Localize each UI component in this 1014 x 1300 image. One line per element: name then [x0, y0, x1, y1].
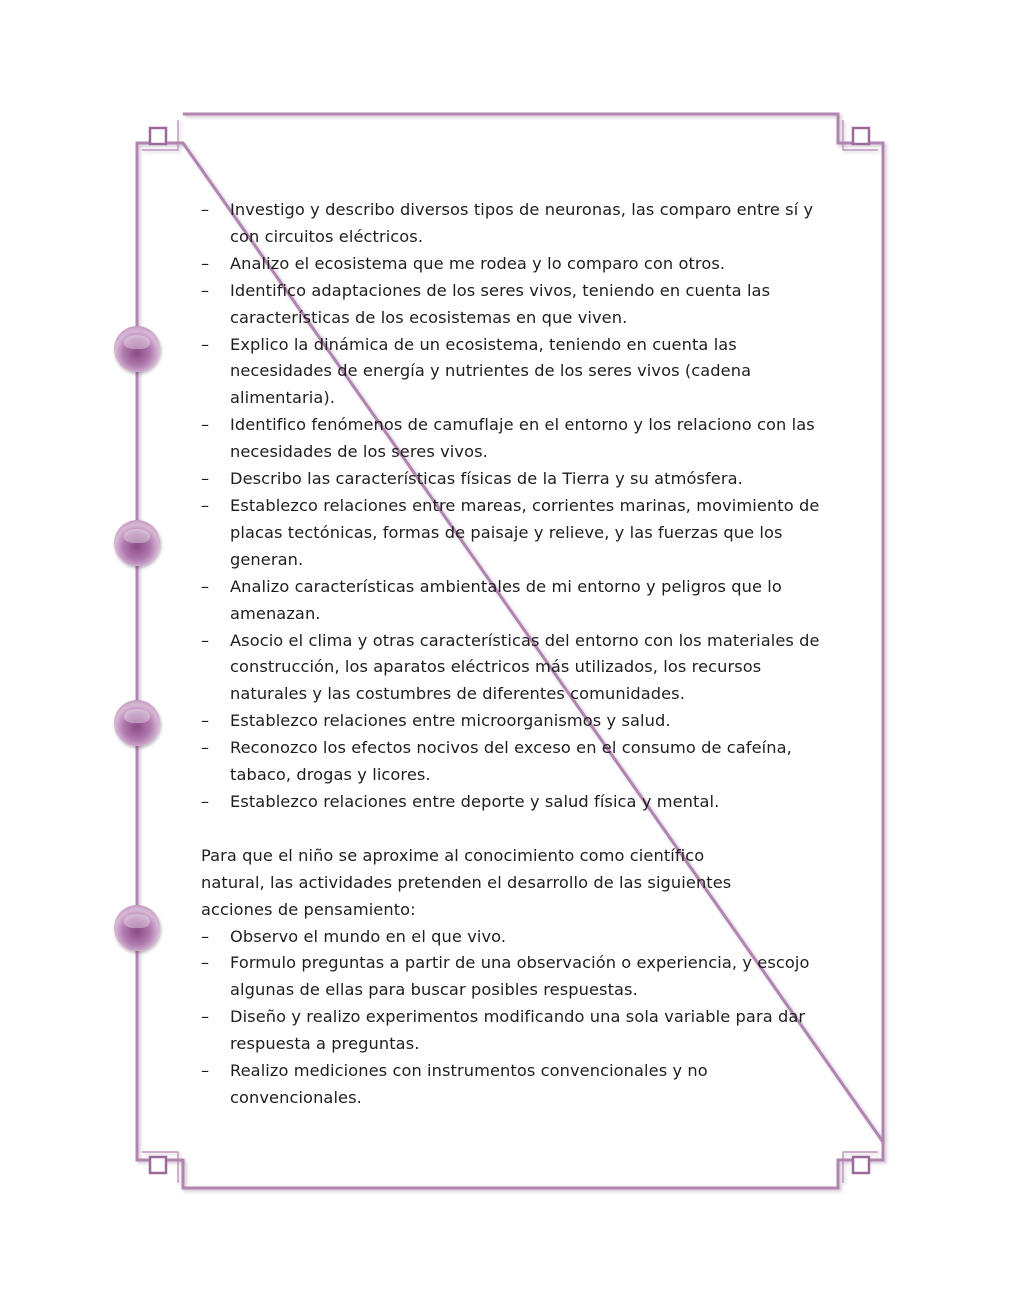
dash-bullet: – [201, 200, 210, 219]
list-item-text: Diseño y realizo experimentos modificando una sola variable para dar respuesta a preguntas. [230, 1007, 806, 1054]
list-item-text: Explico la dinámica de un ecosistema, teniendo en cuenta las necesidades de energía y nutrientes de los seres vivos (cadena alimentaria). [230, 334, 752, 408]
list-item-text: Describo las características físicas de la Tierra y su atmósfera. [230, 469, 743, 489]
list-item [201, 278, 821, 332]
dash-bullet: – [201, 253, 210, 273]
list-item [201, 251, 821, 278]
list-item [201, 1004, 821, 1058]
corner-square-bottom-left [150, 1157, 166, 1173]
binder-ring-icon [114, 520, 160, 566]
list-item-text: Establezco relaciones entre mareas, corrientes marinas, movimiento de placas tectónicas, formas de paisaje y relieve, y las fuerzas que los generan. [230, 495, 820, 569]
list-item-text: Realizo mediciones con instrumentos convencionales y no convencionales. [230, 1061, 708, 1107]
list-item [201, 574, 821, 628]
dash-bullet: – [201, 1061, 210, 1081]
binder-ring-icon [114, 905, 160, 951]
thinking-actions-list [201, 924, 821, 1112]
list-item-text: Asocio el clima y otras características del entorno con los materiales de construcción, los aparatos eléctricos más utilizados, los recursos naturales y las costumbres de diferentes comunidades. [230, 630, 820, 704]
list-item [201, 197, 821, 251]
binder-ring-icon [114, 700, 160, 746]
corner-square-bottom-right [853, 1157, 869, 1173]
dash-bullet: – [201, 334, 210, 354]
standards-list [201, 197, 821, 816]
list-item [201, 924, 821, 951]
list-item-text: Identifico fenómenos de camuflaje en el entorno y los relaciono con las necesidades de los seres vivos. [230, 415, 815, 462]
dash-bullet: – [201, 1007, 210, 1027]
dash-bullet: – [201, 469, 210, 489]
dash-bullet: – [201, 495, 210, 515]
list-item [201, 735, 821, 789]
list-item-text: Analizo el ecosistema que me rodea y lo comparo con otros. [230, 253, 726, 273]
list-item-text: Analizo características ambientales de mi entorno y peligros que lo amenazan. [230, 576, 782, 623]
dash-bullet: – [201, 926, 210, 946]
list-item-text: Reconozco los efectos nocivos del exceso en el consumo de cafeína, tabaco, drogas y licores. [230, 738, 792, 785]
binder-ring-icon [114, 326, 160, 372]
dash-bullet: – [201, 738, 210, 758]
list-item-text: Establezco relaciones entre microorganismos y salud. [230, 711, 671, 731]
list-item [201, 628, 821, 709]
page-content [201, 197, 821, 1112]
list-item [201, 708, 821, 735]
intro-paragraph: Para que el niño se aproxime al conocimiento como científico natural, las actividades pretenden el desarrollo de las siguientes acciones de pensamiento: [201, 845, 732, 919]
list-item [201, 412, 821, 466]
list-item [201, 332, 821, 413]
list-item-text: Investigo y describo diversos tipos de neuronas, las comparo entre sí y con circuitos eléctricos. [230, 200, 814, 246]
list-item [201, 1058, 821, 1112]
corner-square-top-right [853, 128, 869, 144]
list-item [201, 950, 821, 1004]
dash-bullet: – [201, 576, 210, 596]
dash-bullet: – [201, 415, 210, 435]
list-item-text: Formulo preguntas a partir de una observación o experiencia, y escojo algunas de ellas para buscar posibles respuestas. [230, 953, 810, 1000]
dash-bullet: – [201, 630, 210, 650]
dash-bullet: – [201, 791, 210, 811]
list-item [201, 466, 821, 493]
dash-bullet: – [201, 280, 210, 300]
list-item-text: Establezco relaciones entre deporte y salud física y mental. [230, 791, 720, 811]
list-item [201, 789, 821, 816]
list-item-text: Identifico adaptaciones de los seres vivos, teniendo en cuenta las características de los ecosistemas en que viven. [230, 280, 771, 327]
dash-bullet: – [201, 711, 210, 731]
list-item [201, 493, 821, 574]
dash-bullet: – [201, 953, 210, 973]
corner-square-top-left [150, 128, 166, 144]
list-item-text: Observo el mundo en el que vivo. [230, 926, 507, 946]
